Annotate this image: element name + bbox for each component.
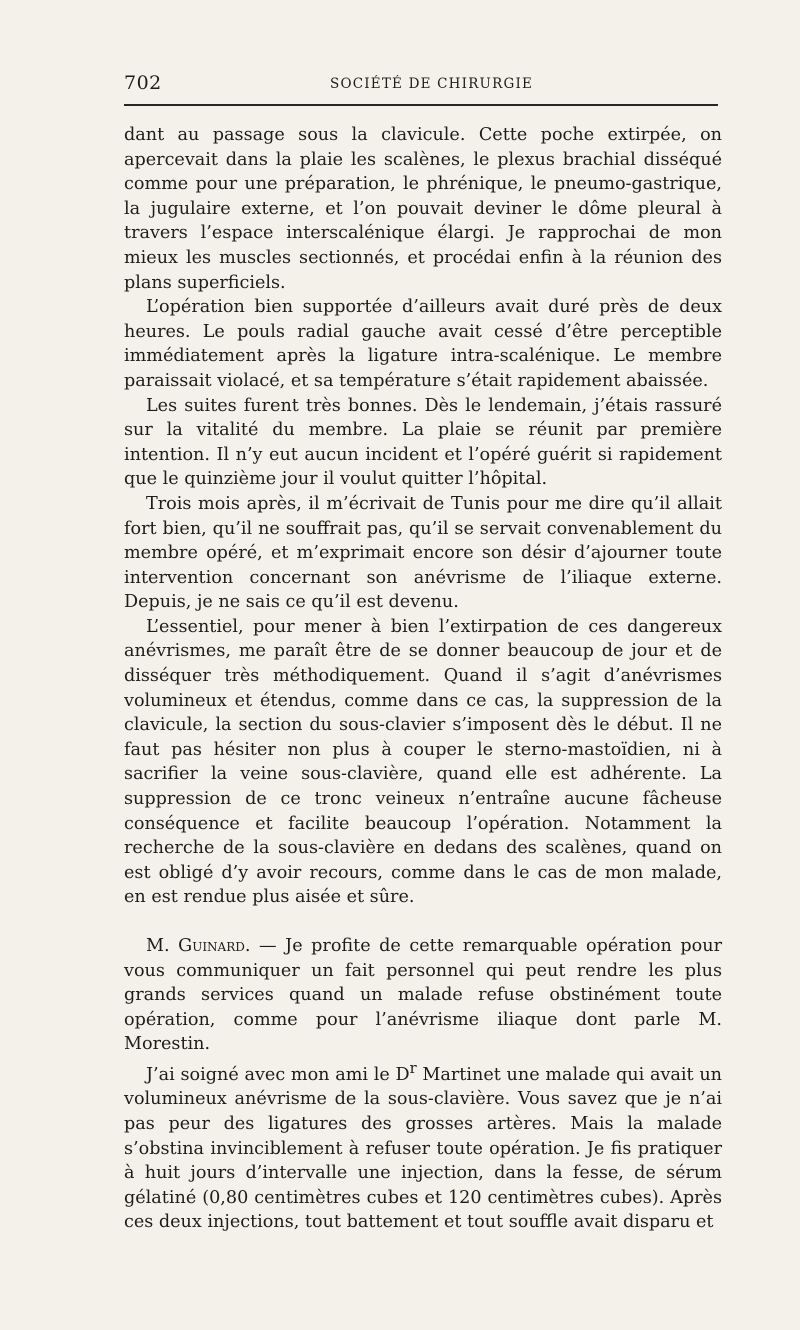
paragraph: L’opération bien supportée d’ailleurs avait duré près de deux heures. Le pouls radial gauche avait cessé d’être perceptible immédiatement après la ligature intra-scalénique. Le membre paraissait violacé, et sa température s’était rapidement abaissée. [124, 297, 722, 391]
header-rule [124, 104, 718, 106]
speaker-name: M. Guinard. [146, 936, 251, 956]
paragraph [124, 1057, 722, 1235]
paragraph-speaker [124, 934, 722, 1057]
paragraph-continuation: dant au passage sous la clavicule. Cette poche extirpée, on apercevait dans la plaie les scalènes, le plexus brachial disséqué comme pour une préparation, le phrénique, le pneumo-gastrique, la jugulaire externe, et l’on pouvait deviner le dôme pleural à travers l’espace interscalénique élargi. Je rapprochai de mon mieux les muscles sectionnés, et procédai enfin à la réunion des plans superficiels. [124, 125, 722, 293]
paragraph: L’essentiel, pour mener à bien l’extirpation de ces dangereux anévrismes, me paraît être de se donner beaucoup de jour et de disséquer très méthodiquement. Quand il s’agit d’anévrismes volumineux et étendus, comme dans ce cas, la suppression de la clavicule, la section du sous-clavier s’imposent dès le début. Il ne faut pas hésiter non plus à couper le sterno-mastoïdien, ni à sacrifier la veine sous-clavière, quand elle est adhérente. La suppression de ce tronc veineux n’entraîne aucune fâcheuse conséquence et facilite beaucoup l’opération. Notamment la recherche de la sous-clavière en dedans des scalènes, quand on est obligé d’y avoir recours, comme dans le cas de mon malade, en est rendue plus aisée et sûre. [124, 616, 722, 908]
body-text [124, 123, 722, 1235]
speaker-text: — Je profite de cette remarquable opération pour vous communiquer un fait personnel qui peut rendre les plus grands services quand un malade refuse obstinément toute opération, comme pour l’anévrisme iliaque dont parle M. Morestin. [124, 936, 722, 1055]
paragraph-text: Martinet une malade qui avait un volumineux anévrisme de la sous-clavière. Vous savez que je n’ai pas peur des ligatures des grosses artères. Mais la malade s’obstina invinciblement à refuser toute opération. Je fis pratiquer à huit jours d’intervalle une injection, dans la fesse, de sérum gélatiné (0,80 centimètres cubes et 120 centimètres cubes). Après ces deux injections, tout battement et tout souffle avait disparu et [124, 1064, 722, 1233]
paragraph: Les suites furent très bonnes. Dès le lendemain, j’étais rassuré sur la vitalité du membre. La plaie se réunit par première intention. Il n’y eut aucun incident et l’opéré guérit si rapidement que le quinzième jour il voulut quitter l’hôpital. [124, 395, 722, 490]
running-head: SOCIÉTÉ DE CHIRURGIE [330, 76, 534, 92]
paragraph-text: J’ai soigné avec mon ami le D [146, 1064, 410, 1085]
page-header [124, 72, 718, 96]
paragraph: Trois mois après, il m’écrivait de Tunis pour me dire qu’il allait fort bien, qu’il ne souffrait pas, qu’il se servait convenablement du membre opéré, et m’exprimait encore son désir d’ajourner toute intervention concernant son anévrisme de l’iliaque externe. Depuis, je ne sais ce qu’il est devenu. [124, 493, 722, 613]
superscript: r [409, 1059, 417, 1077]
page-number: 702 [124, 72, 162, 94]
